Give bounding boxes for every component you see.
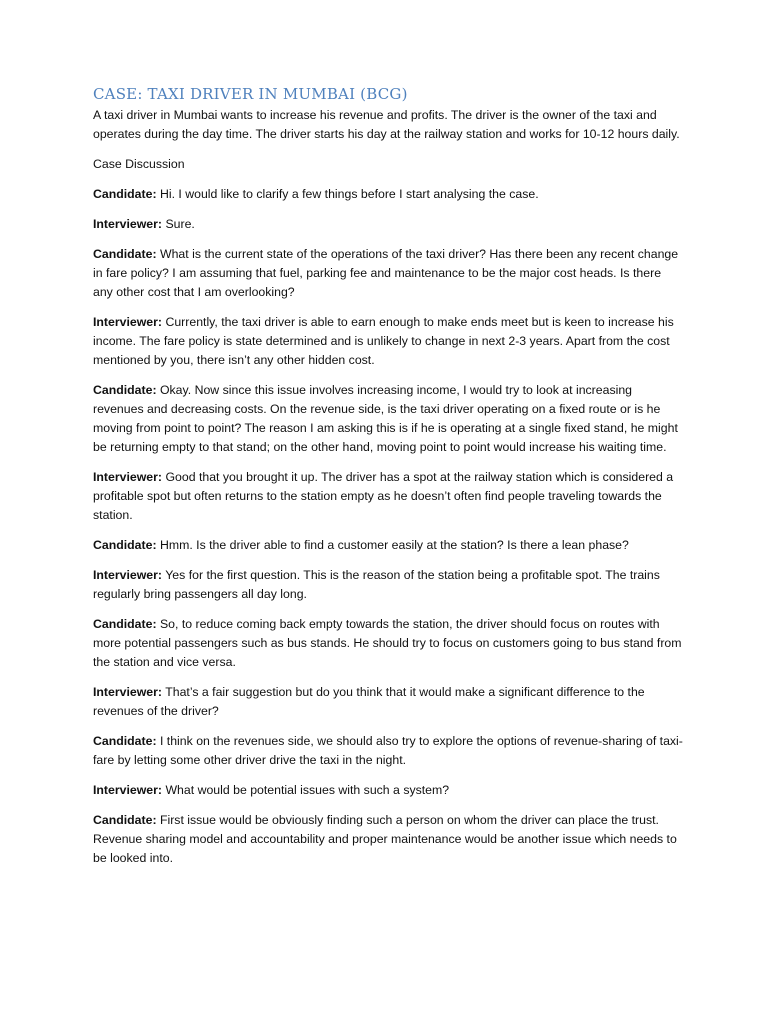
speaker-label: Candidate: [93, 247, 157, 261]
speaker-label: Candidate: [93, 734, 157, 748]
dialogue-paragraph [93, 781, 683, 800]
dialogue-text: What is the current state of the operations of the taxi driver? Has there been any recent change in fare policy? I am assuming that fuel, parking fee and maintenance to be the major cost heads. Is there any other cost that I am overlooking? [93, 247, 679, 299]
dialogue-paragraph [93, 811, 683, 868]
dialogue-text: That’s a fair suggestion but do you think that it would make a significant difference to the revenues of the driver? [93, 685, 645, 718]
dialogue-text: Sure. [162, 217, 195, 231]
dialogue-text: Hi. I would like to clarify a few things before I start analysing the case. [156, 187, 539, 201]
speaker-label: Interviewer: [93, 315, 163, 329]
speaker-label: Interviewer: [93, 783, 163, 797]
dialogue-paragraph [93, 468, 683, 525]
speaker-label: Interviewer: [93, 217, 163, 231]
dialogue-paragraph [93, 683, 683, 721]
dialogue-text: Hmm. Is the driver able to find a customer easily at the station? Is there a lean phase? [156, 538, 629, 552]
dialogue-paragraph [93, 313, 683, 370]
speaker-label: Interviewer: [93, 470, 163, 484]
dialogue-paragraph [93, 245, 683, 302]
speaker-label: Candidate: [93, 617, 157, 631]
dialogue-text: So, to reduce coming back empty towards the station, the driver should focus on routes with more potential passengers such as bus stands. He should try to focus on customers going to bus stand from the station and vice versa. [93, 617, 682, 669]
dialogue-paragraph [93, 732, 683, 770]
dialogue-text: Yes for the first question. This is the reason of the station being a profitable spot. The trains regularly bring passengers all day long. [93, 568, 660, 601]
dialogue-paragraph [93, 185, 683, 204]
dialogue-text: What would be potential issues with such a system? [162, 783, 450, 797]
dialogue-paragraph [93, 536, 683, 555]
dialogue-list [93, 185, 683, 868]
dialogue-text: Currently, the taxi driver is able to earn enough to make ends meet but is keen to increase his income. The fare policy is state determined and is unlikely to change in next 2-3 years. Apart from the cost mentioned by you, there isn’t any other hidden cost. [93, 315, 674, 367]
speaker-label: Interviewer: [93, 568, 163, 582]
speaker-label: Candidate: [93, 383, 157, 397]
section-label: Case Discussion [93, 157, 185, 171]
speaker-label: Candidate: [93, 813, 157, 827]
speaker-label: Candidate: [93, 187, 157, 201]
dialogue-paragraph [93, 566, 683, 604]
dialogue-paragraph [93, 615, 683, 672]
dialogue-text: Okay. Now since this issue involves increasing income, I would try to look at increasing revenues and decreasing costs. On the revenue side, is the taxi driver operating on a fixed route or is he moving from point to point? The reason I am asking this is if he is operating at a single fixed stand, he might be returning empty to that stand; on the other hand, moving point to point would increase his waiting time. [93, 383, 678, 454]
dialogue-text: First issue would be obviously finding such a person on whom the driver can place the trust. Revenue sharing model and accountability and proper maintenance would be another issue which needs to be looked into. [93, 813, 677, 865]
dialogue-paragraph [93, 381, 683, 457]
dialogue-text: I think on the revenues side, we should also try to explore the options of revenue-sharing of taxi-fare by letting some other driver drive the taxi in the night. [93, 734, 683, 767]
dialogue-text: Good that you brought it up. The driver has a spot at the railway station which is considered a profitable spot but often returns to the station empty as he doesn’t often find people traveling towards the station. [93, 470, 674, 522]
dialogue-paragraph [93, 215, 683, 234]
case-intro: A taxi driver in Mumbai wants to increase his revenue and profits. The driver is the owner of the taxi and operates during the day time. The driver starts his day at the railway station and works for 10-12 hours daily. [93, 108, 680, 141]
speaker-label: Interviewer: [93, 685, 163, 699]
document-page [93, 84, 683, 879]
page-title: CASE: TAXI DRIVER IN MUMBAI (BCG) [93, 85, 408, 103]
speaker-label: Candidate: [93, 538, 157, 552]
